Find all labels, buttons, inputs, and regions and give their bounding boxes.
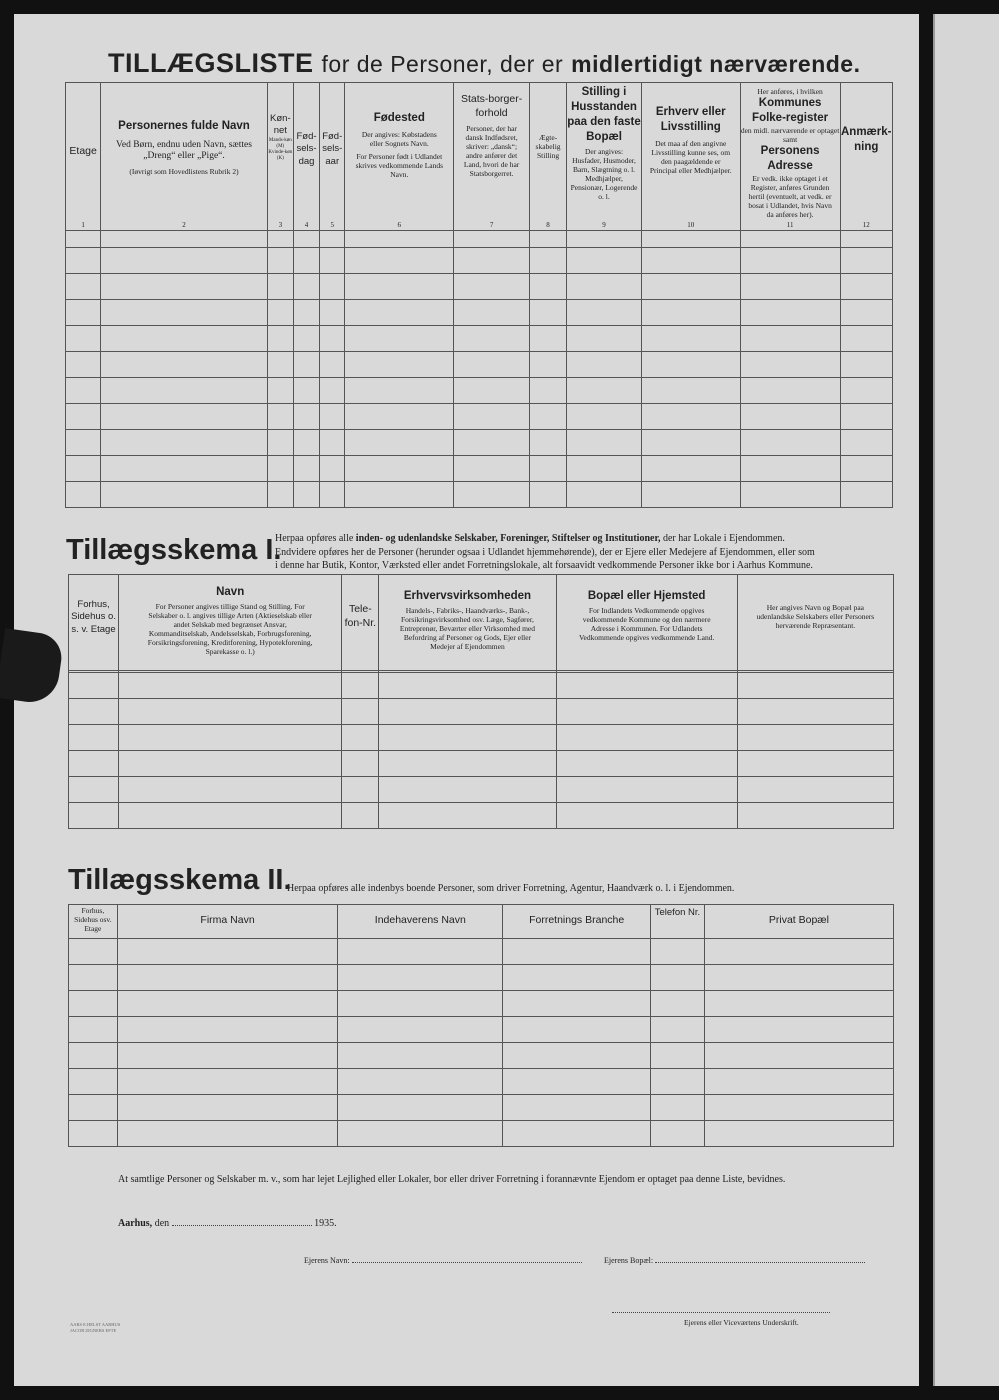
- table-row: [69, 751, 894, 777]
- owner-name-line: Ejerens Navn:: [304, 1256, 582, 1265]
- s2-col-branche: Forretnings Branche: [503, 905, 651, 939]
- table-row: [69, 991, 894, 1017]
- table-row: [66, 378, 893, 404]
- table-row: [66, 300, 893, 326]
- owner-address-field[interactable]: [655, 1262, 865, 1263]
- date-line: Aarhus, den 1935.: [118, 1218, 337, 1229]
- table-row: [69, 699, 894, 725]
- s2-col-telefon: Telefon Nr.: [651, 905, 705, 939]
- table-row: [66, 430, 893, 456]
- owner-address-line: Ejerens Bopæl:: [604, 1256, 865, 1265]
- table-row: [69, 1069, 894, 1095]
- s1-col-navn: Navn For Personer angives tillige Stand og Stilling. For Selskaber o. l. angives tillige Arten (Aktieselskab eller andet Selskab med begrænset Ansvar, Kommanditselskab, Andelsselskab, Forbrugsforening, Forsikringsforening, Kreditforening, Hypotekforening, Sparekasse o. l.): [119, 575, 342, 671]
- table-row: [66, 456, 893, 482]
- col-aegteskab: Ægte-skabelig Stilling 8: [529, 83, 566, 231]
- col-foedselsdag: Fød-sels-dag 4: [293, 83, 319, 231]
- table-row: [66, 404, 893, 430]
- col-koen: Køn-net Mands-køn (M) Kvinde-køn (K) 3: [267, 83, 293, 231]
- table-row: [69, 1017, 894, 1043]
- signature-label: Ejerens eller Viceværtens Underskrift.: [684, 1318, 799, 1327]
- s2-col-bopael: Privat Bopæl: [704, 905, 893, 939]
- skema2-table: [68, 904, 894, 1147]
- col-erhverv: Erhverv eller Livsstilling Det maa af den angivne Livsstilling kunne ses, om den paagældende er Principal eller Medhjælper. 10: [641, 83, 740, 231]
- signature-field[interactable]: [612, 1312, 830, 1313]
- col-etage: Etage 1: [66, 83, 101, 231]
- attestation-text: At samtlige Personer og Selskaber m. v., som har lejet Lejlighed eller Lokaler, bor eller driver Forretning i forannævnte Ejendom er optaget paa denne Liste, bevidnes.: [118, 1174, 786, 1185]
- table-row: [66, 326, 893, 352]
- s2-col-firma: Firma Navn: [117, 905, 338, 939]
- col-foedselsaar: Fød-sels-aar 5: [320, 83, 345, 231]
- table-row: [69, 965, 894, 991]
- table-row: [66, 248, 893, 274]
- tillaegsliste-table: [65, 82, 893, 508]
- col-anmaerkning: Anmærk-ning 12: [840, 83, 893, 231]
- table-row: [66, 231, 893, 248]
- skema2-description: Herpaa opføres alle indenbys boende Personer, som driver Forretning, Agentur, Haandværk o. l. i Ejendommen.: [287, 883, 735, 894]
- s2-col-etage: Forhus, Sidehus osv. Etage: [69, 905, 118, 939]
- skema1-description: Herpaa opføres alle inden- og udenlandske Selskaber, Foreninger, Stiftelser og Institutioner, der har Lokale i Ejendommen. Endvidere opføres her de Personer (herunder ogsaa i Udlandet hjemmehørende), der er Ejere eller Medejere af Ejendommen, eller som i denne har Butik, Kontor, Værksted eller andet Forretningslokale, alt forsaavidt vedkommende Personer ikke bor i Aarhus Kommune.: [275, 533, 815, 571]
- owner-name-field[interactable]: [352, 1262, 582, 1263]
- col-stilling: Stilling i Husstanden paa den faste Bopæl Der angives: Husfader, Husmoder, Barn, Slægtning o. l. Medhjælper, Pensionær, Logerende o. l. 9: [567, 83, 642, 231]
- col-foedested: Fødested Der angives: Købstadens eller Sognets Navn. For Personer født i Udlandet skrives vedkommende Lands Navn. 6: [345, 83, 454, 231]
- table-row: [69, 1121, 894, 1147]
- table-row: [69, 725, 894, 751]
- s1-col-telefon: Tele-fon-Nr.: [342, 575, 379, 671]
- s1-col-repraesentant: Her angives Navn og Bopæl paa udenlandske Selskabers eller Personers herværende Repræsentant.: [737, 575, 893, 671]
- col-statsborger: Stats-borger-forhold Personer, der har dansk Indfødsret, skriver: „dansk“; andre anfører det Land, hvori de har Statsborgerret. 7: [454, 83, 530, 231]
- table-row: [69, 673, 894, 699]
- skema1-title: Tillægsskema I.: [66, 534, 282, 566]
- tillaegsliste-title: TILLÆGSLISTE for de Personer, der er midlertidigt nærværende.: [108, 48, 861, 78]
- table-row: [66, 482, 893, 508]
- table-row: [69, 803, 894, 829]
- next-page-edge: [933, 14, 999, 1386]
- s2-col-indehaver: Indehaverens Navn: [338, 905, 503, 939]
- skema2-title: Tillægsskema II.: [68, 864, 292, 896]
- s1-col-bopael: Bopæl eller Hjemsted For Indlandets Vedkommende opgives vedkommende Kommune og den nærmere Adresse i Kommunen. For Udlandets Vedkommende opgives vedkommende Land.: [556, 575, 737, 671]
- table-row: [69, 939, 894, 965]
- table-row: [66, 274, 893, 300]
- col-navn: Personernes fulde Navn Ved Børn, endnu uden Navn, sættes „Dreng“ eller „Pige“. (Iøvrigt som Hovedlistens Rubrik 2) 2: [101, 83, 267, 231]
- date-field[interactable]: [172, 1225, 312, 1226]
- printer-mark: AARS E.HELST AARHUS JACOB ZIGNERS EFTE: [70, 1322, 121, 1333]
- col-folkeregister: Her anføres, i hvilken Kommunes Folke-register den midl. nærværende er optaget samt Personens Adresse Er vedk. ikke optaget i et Register, anføres Grunden hertil (eventuelt, at vedk. er bosat i Udlandet, hvis Navn da anføres her). 11: [740, 83, 840, 231]
- skema1-table: [68, 574, 894, 829]
- table-row: [69, 777, 894, 803]
- s1-col-etage: Forhus, Sidehus o. s. v. Etage: [69, 575, 119, 671]
- table-row: [66, 352, 893, 378]
- s1-col-erhverv: Erhvervsvirksomheden Handels-, Fabriks-, Haandværks-, Bank-, Forsikringsvirksomhed osv. Læge, Sagfører, Entreprenør, Beværter eller Virksomhed med Befordring af Personer og Gods, Ejer eller Medejer af Ejendommen: [379, 575, 556, 671]
- table-row: [69, 1095, 894, 1121]
- table-row: [69, 1043, 894, 1069]
